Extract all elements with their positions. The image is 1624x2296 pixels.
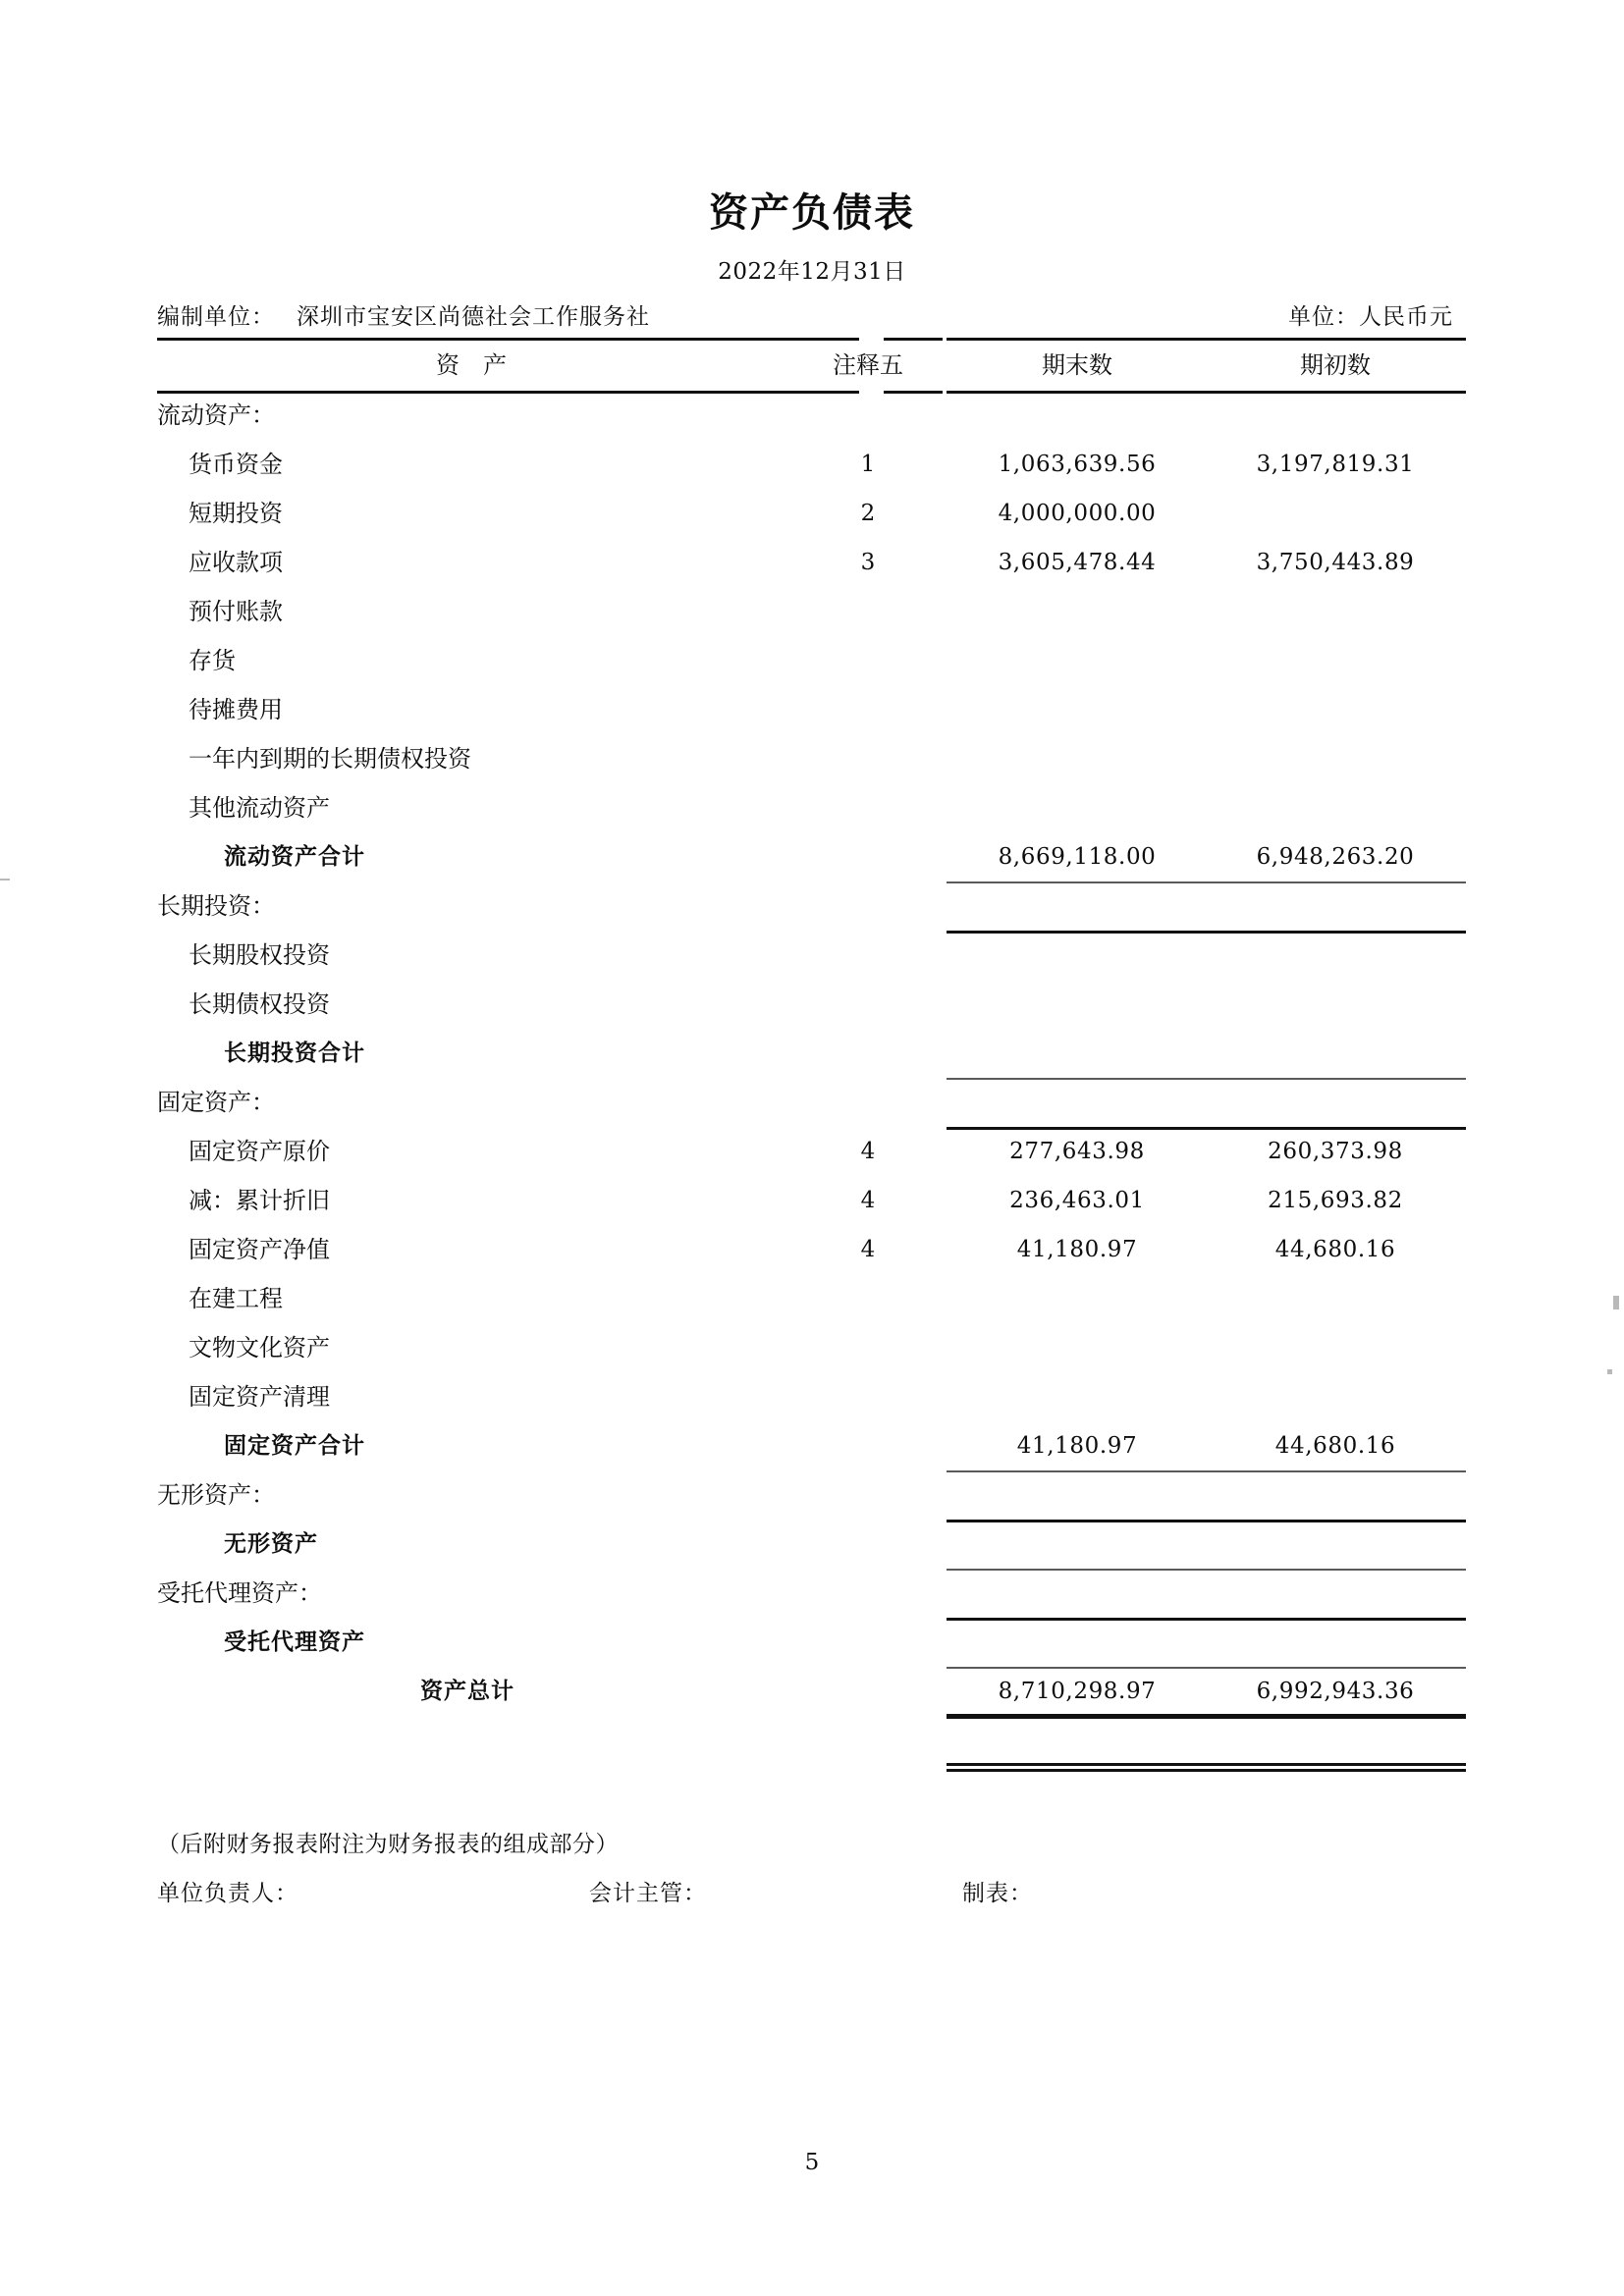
table-row xyxy=(157,1029,1458,1078)
table-rule xyxy=(947,881,1208,883)
row-label: 无形资产 xyxy=(224,1531,318,1557)
table-row xyxy=(157,980,1458,1029)
table-rule xyxy=(1205,881,1466,883)
table-row xyxy=(157,1421,1458,1470)
table-rule xyxy=(884,338,943,341)
row-label: 货币资金 xyxy=(189,451,283,478)
table-rule xyxy=(157,391,859,394)
meta-row xyxy=(157,298,1453,334)
table-rule xyxy=(1205,1127,1466,1130)
table-row xyxy=(157,489,1458,538)
row-label: 一年内到期的长期债权投资 xyxy=(189,745,471,773)
row-label: 应收款项 xyxy=(189,549,283,576)
table-row xyxy=(157,1274,1458,1323)
table-rule xyxy=(947,1618,1208,1621)
preparer-unit-value: 深圳市宝安区尚德社会工作服务社 xyxy=(297,304,650,330)
row-label: 减：累计折旧 xyxy=(189,1187,330,1214)
row-label: 固定资产原价 xyxy=(189,1138,330,1165)
row-note: 4 xyxy=(860,1139,876,1164)
table-rule xyxy=(947,391,1208,394)
row-previous-value: 6,948,263.20 xyxy=(1256,844,1415,870)
column-header-item: 资 产 xyxy=(436,351,507,379)
table-rule xyxy=(947,1769,1208,1772)
row-label: 在建工程 xyxy=(189,1285,283,1312)
row-current-value: 277,643.98 xyxy=(1009,1139,1145,1164)
row-label: 文物文化资产 xyxy=(189,1334,330,1362)
table-row xyxy=(157,587,1458,636)
table-rule xyxy=(947,1569,1208,1571)
table-rule xyxy=(1205,1769,1466,1772)
table-rule xyxy=(947,1520,1208,1522)
row-label: 长期投资合计 xyxy=(224,1041,365,1066)
scan-artifact xyxy=(0,879,10,881)
row-label: 短期投资 xyxy=(189,500,283,527)
row-previous-value: 3,197,819.31 xyxy=(1256,452,1415,477)
column-header-current: 期末数 xyxy=(1042,351,1112,379)
footnote: （后附财务报表附注为财务报表的组成部分） xyxy=(157,1832,619,1857)
table-rule xyxy=(1205,1714,1466,1717)
row-previous-value: 44,680.16 xyxy=(1274,1237,1396,1262)
row-note: 4 xyxy=(860,1188,876,1213)
signature-row xyxy=(157,1875,1458,1914)
table-row xyxy=(157,440,1458,489)
table-rule xyxy=(947,931,1208,934)
table-row xyxy=(157,1323,1458,1372)
table-row xyxy=(157,391,1458,440)
table-rule xyxy=(947,1127,1208,1130)
row-current-value: 41,180.97 xyxy=(1016,1433,1138,1459)
table-rule xyxy=(884,391,943,394)
row-note: 2 xyxy=(860,501,876,526)
preparer-unit xyxy=(157,298,650,331)
row-label: 预付账款 xyxy=(189,598,283,625)
row-label: 受托代理资产： xyxy=(157,1579,322,1607)
table-rule xyxy=(947,1667,1208,1669)
table-row xyxy=(157,832,1458,881)
table-rule xyxy=(1205,1569,1466,1571)
table-row xyxy=(157,1520,1458,1569)
table-rule xyxy=(947,338,1208,341)
row-previous-value: 6,992,943.36 xyxy=(1256,1679,1415,1704)
table-rule xyxy=(1205,1667,1466,1669)
row-label: 待摊费用 xyxy=(189,696,283,723)
balance-sheet-table xyxy=(157,338,1458,1716)
row-note: 1 xyxy=(860,452,876,477)
page-number: 5 xyxy=(804,2150,820,2175)
row-label: 长期股权投资 xyxy=(189,941,330,969)
row-label: 固定资产清理 xyxy=(189,1383,330,1411)
table-rule xyxy=(947,1470,1208,1472)
page-title: 资产负债表 xyxy=(709,190,915,236)
table-row xyxy=(157,538,1458,587)
row-label: 长期债权投资 xyxy=(189,990,330,1018)
table-row xyxy=(157,685,1458,734)
table-row xyxy=(157,1618,1458,1667)
row-current-value: 3,605,478.44 xyxy=(998,550,1157,575)
row-label: 存货 xyxy=(189,647,236,674)
row-label: 资产总计 xyxy=(420,1679,514,1704)
row-previous-value: 3,750,443.89 xyxy=(1256,550,1415,575)
column-header-note: 注释五 xyxy=(833,351,903,379)
table-rule xyxy=(1205,1520,1466,1522)
row-current-value: 41,180.97 xyxy=(1016,1237,1138,1262)
row-label: 固定资产净值 xyxy=(189,1236,330,1263)
scan-artifact xyxy=(1613,1296,1619,1309)
report-date: 2022年12月31日 xyxy=(718,259,906,285)
table-rule xyxy=(1205,391,1466,394)
row-current-value: 4,000,000.00 xyxy=(998,501,1157,526)
currency-unit-label: 单位：人民币元 xyxy=(1288,304,1453,330)
table-rule xyxy=(947,1763,1208,1766)
table-row xyxy=(157,1225,1458,1274)
row-previous-value: 44,680.16 xyxy=(1274,1433,1396,1459)
table-rule xyxy=(1205,338,1466,341)
row-label: 受托代理资产 xyxy=(224,1629,365,1655)
table-row xyxy=(157,931,1458,980)
table-rule xyxy=(1205,1618,1466,1621)
table-row xyxy=(157,1667,1458,1716)
row-current-value: 8,669,118.00 xyxy=(998,844,1157,870)
row-label: 固定资产： xyxy=(157,1089,275,1116)
signature-unit-head: 单位负责人： xyxy=(157,1881,298,1906)
table-rule xyxy=(1205,931,1466,934)
table-rule xyxy=(947,1714,1208,1717)
scan-artifact xyxy=(1607,1369,1612,1374)
table-rule xyxy=(1205,1078,1466,1080)
row-label: 流动资产： xyxy=(157,401,275,429)
row-label: 其他流动资产 xyxy=(189,794,330,822)
table-rule xyxy=(947,1078,1208,1080)
table-body xyxy=(157,391,1458,1716)
row-label: 固定资产合计 xyxy=(224,1433,365,1459)
row-previous-value: 215,693.82 xyxy=(1268,1188,1403,1213)
table-rule xyxy=(1205,1763,1466,1766)
table-row xyxy=(157,1176,1458,1225)
table-rule xyxy=(1205,1470,1466,1472)
row-current-value: 8,710,298.97 xyxy=(998,1679,1157,1704)
table-row xyxy=(157,1569,1458,1618)
row-label: 流动资产合计 xyxy=(224,844,365,870)
table-row xyxy=(157,1127,1458,1176)
signature-preparer: 制表： xyxy=(962,1881,1033,1906)
row-previous-value: 260,373.98 xyxy=(1268,1139,1403,1164)
row-note: 4 xyxy=(860,1237,876,1262)
row-label: 长期投资： xyxy=(157,892,275,920)
table-row xyxy=(157,1372,1458,1421)
table-row xyxy=(157,636,1458,685)
column-header-previous: 期初数 xyxy=(1300,351,1371,379)
signature-accounting-head: 会计主管： xyxy=(589,1881,707,1906)
table-row xyxy=(157,783,1458,832)
table-row xyxy=(157,734,1458,783)
row-current-value: 236,463.01 xyxy=(1009,1188,1145,1213)
table-row xyxy=(157,881,1458,931)
preparer-unit-label: 编制单位： xyxy=(157,304,275,330)
table-header-row xyxy=(157,338,1458,391)
row-current-value: 1,063,639.56 xyxy=(998,452,1157,477)
table-row xyxy=(157,1470,1458,1520)
row-note: 3 xyxy=(860,550,876,575)
table-row xyxy=(157,1078,1458,1127)
row-label: 无形资产： xyxy=(157,1481,275,1509)
table-rule xyxy=(157,338,859,341)
